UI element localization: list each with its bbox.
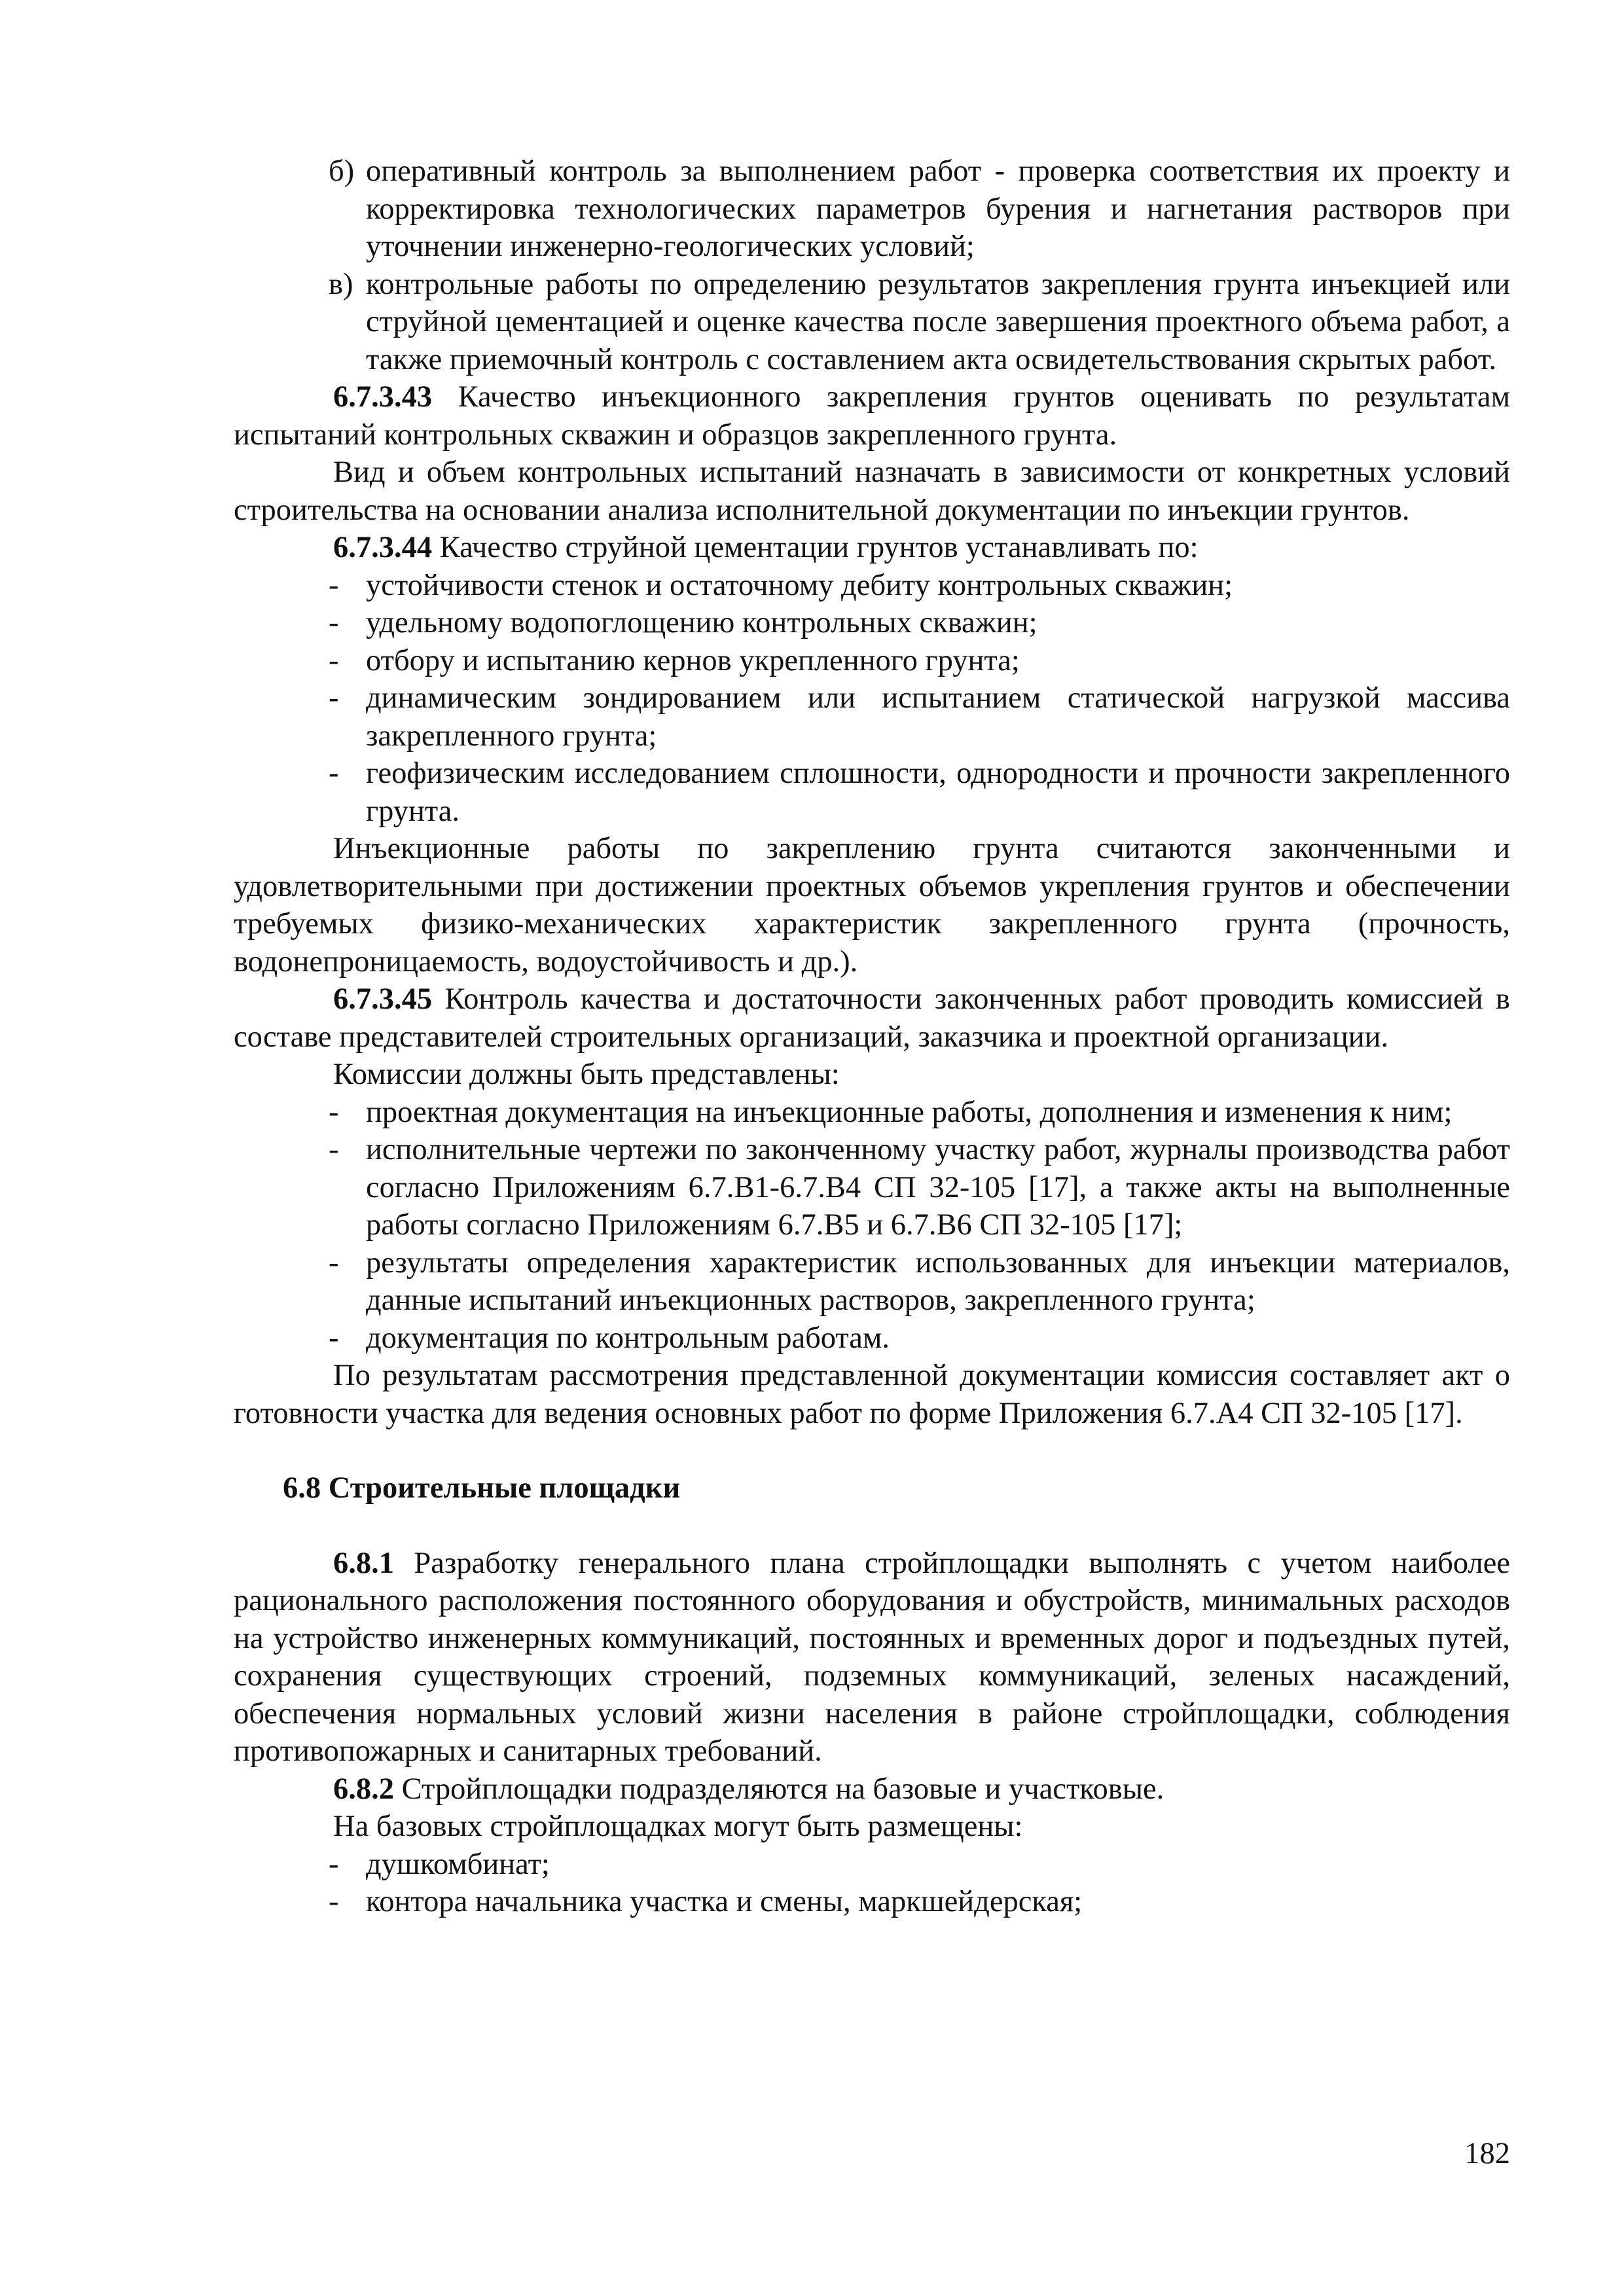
list-item xyxy=(234,1244,1510,1319)
list-item xyxy=(234,1846,1510,1884)
paragraph-6-8-1 xyxy=(234,1545,1510,1770)
clause-number: 6.7.3.44 xyxy=(333,531,433,564)
paragraph-injection-works: Инъекционные работы по закреплению грунта считаются законченными и удовлетворительными при достижении проектных объемов укрепления грунтов и обеспечении требуемых физико-механических характеристик закрепленного грунта (прочность, водонепроницаемость, водоустойчивость и др.). xyxy=(234,832,1510,978)
list-item-text: душкомбинат; xyxy=(366,1847,550,1881)
list-item xyxy=(234,604,1510,642)
list-marker: - xyxy=(329,681,339,715)
paragraph-6-7-3-45 xyxy=(234,980,1510,1056)
list-marker: - xyxy=(329,643,339,677)
list-item-text: исполнительные чертежи по законченному участку работ, журналы производства работ согласно Приложениям 6.7.В1-6.7.В4 СП 32-105 [17], а также акты на выполненные работы согласно Приложениям 6.7.В5 и 6.7.В6 СП 32-105 [17]; xyxy=(366,1133,1510,1242)
paragraph-text: Контроль качества и достаточности законченных работ проводить комиссией в составе представителей строительных организаций, заказчика и проектной организации. xyxy=(234,982,1510,1054)
list-item xyxy=(234,1131,1510,1244)
list-item-text: результаты определения характеристик использованных для инъекции материалов, данные испытаний инъекционных растворов, закрепленного грунта; xyxy=(366,1246,1510,1317)
list-marker: - xyxy=(329,1095,339,1129)
clause-number: 6.8.1 xyxy=(333,1546,394,1580)
list-marker: б) xyxy=(329,154,355,188)
paragraph-text: Разработку генерального плана стройплощадки выполнять с учетом наиболее рационального расположения постоянного оборудования и обустройств, минимальных расходов на устройство инженерных коммуникаций, постоянных и временных дорог и подъездных путей, сохранения существующих строений, подземных коммуникаций, зеленых насаждений, обеспечения нормальных условий жизни населения в районе стройплощадки, соблюдения противопожарных и санитарных требований. xyxy=(234,1546,1510,1768)
paragraph-6-7-3-44 xyxy=(234,529,1510,567)
list-item-text: проектная документация на инъекционные работы, дополнения и изменения к ним; xyxy=(366,1095,1453,1129)
list-item-text: контрольные работы по определению результатов закрепления грунта инъекцией или струйной цементацией и оценке качества после завершения проектного объема работ, а также приемочный контроль с составлением акта освидетельствования скрытых работ. xyxy=(366,267,1510,376)
list-item-text: документация по контрольным работам. xyxy=(366,1321,890,1355)
list-marker: - xyxy=(329,568,339,602)
list-item xyxy=(234,755,1510,830)
list-item-text: устойчивости стенок и остаточному дебиту контрольных скважин; xyxy=(366,568,1233,602)
list-item-v xyxy=(234,266,1510,379)
list-marker: в) xyxy=(329,267,353,301)
list-item-text: отбору и испытанию кернов укрепленного грунта; xyxy=(366,643,1020,677)
list-item-b xyxy=(234,152,1510,266)
section-heading-6-8: 6.8 Строительные площадки xyxy=(283,1471,681,1505)
list-marker: - xyxy=(329,1133,339,1166)
list-marker: - xyxy=(329,757,339,790)
paragraph-text: Качество инъекционного закрепления грунтов оценивать по результатам испытаний контрольных скважин и образцов закрепленного грунта. xyxy=(234,380,1510,452)
paragraph-commission: Комиссии должны быть представлены: xyxy=(333,1058,840,1091)
list-marker: - xyxy=(329,606,339,639)
list-marker: - xyxy=(329,1885,339,1918)
list-marker: - xyxy=(329,1847,339,1881)
paragraph-6-8-2 xyxy=(234,1770,1510,1808)
list-item xyxy=(234,1883,1510,1921)
page-body xyxy=(234,152,1510,1921)
paragraph-text: Качество струйной цементации грунтов устанавливать по: xyxy=(432,531,1199,564)
list-item xyxy=(234,679,1510,755)
list-item xyxy=(234,1094,1510,1132)
clause-number: 6.7.3.45 xyxy=(333,982,433,1016)
list-marker: - xyxy=(329,1321,339,1355)
list-item-text: динамическим зондированием или испытанием статической нагрузкой массива закрепленного грунта; xyxy=(366,681,1510,753)
paragraph-base-sites: На базовых стройплощадках могут быть размещены: xyxy=(333,1810,1023,1843)
list-marker: - xyxy=(329,1246,339,1280)
paragraph-text: Стройплощадки подразделяются на базовые и участковые. xyxy=(394,1772,1164,1806)
paragraph-control-tests: Вид и объем контрольных испытаний назначать в зависимости от конкретных условий строительства на основании анализа исполнительной документации по инъекции грунтов. xyxy=(234,456,1510,527)
list-item xyxy=(234,1319,1510,1357)
list-item-text: контора начальника участка и смены, маркшейдерская; xyxy=(366,1885,1083,1918)
list-item xyxy=(234,567,1510,605)
clause-number: 6.7.3.43 xyxy=(333,380,433,414)
page-number: 182 xyxy=(1464,2137,1510,2170)
paragraph-6-7-3-43 xyxy=(234,378,1510,454)
clause-number: 6.8.2 xyxy=(333,1772,394,1806)
list-item-text: удельному водопоглощению контрольных скважин; xyxy=(366,606,1038,639)
list-item-text: геофизическим исследованием сплошности, однородности и прочности закрепленного грунта. xyxy=(366,757,1510,828)
list-item xyxy=(234,642,1510,680)
list-item-text: оперативный контроль за выполнением работ - проверка соответствия их проекту и корректировка технологических параметров бурения и нагнетания растворов при уточнении инженерно-геологических условий; xyxy=(366,154,1510,263)
paragraph-commission-result: По результатам рассмотрения представленной документации комиссия составляет акт о готовности участка для ведения основных работ по форме Приложения 6.7.А4 СП 32-105 [17]. xyxy=(234,1359,1510,1430)
